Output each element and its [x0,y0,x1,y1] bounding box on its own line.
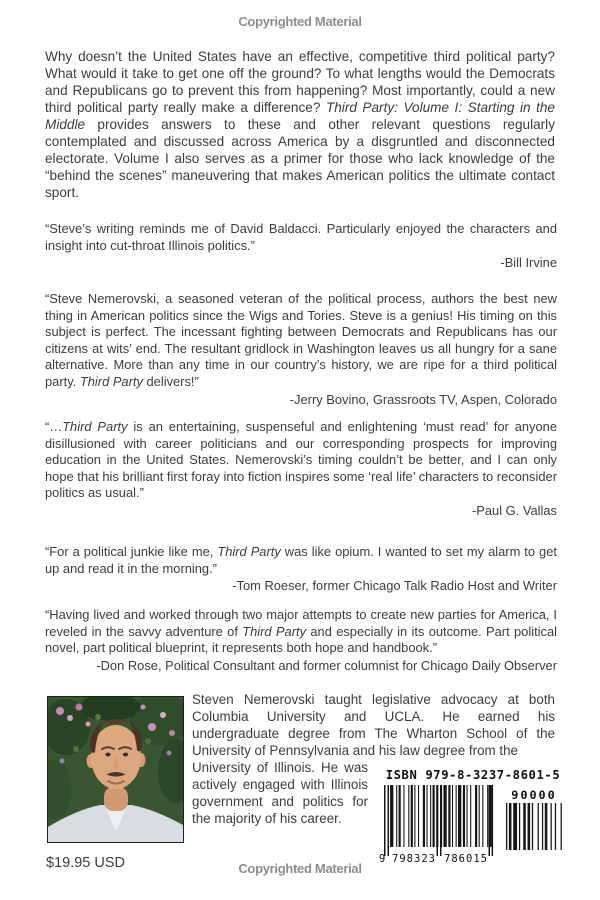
blurb-jerry-bovino [45,291,557,408]
copyright-notice-bottom: Copyrighted Material [238,861,362,876]
blurb-attribution: -Paul G. Vallas [471,502,557,518]
copyright-notice-top: Copyrighted Material [238,14,362,29]
author-bio-wide: Steven Nemerovski taught legislative advocacy at both Columbia University and UCLA. He earned his undergraduate degree from The Wharton School of the University of Pennsylvania and his law degree from the [192,692,555,758]
blurb-attribution: -Jerry Bovino, Grassroots TV, Aspen, Colorado [289,391,557,407]
author-bio-narrow: University of Illinois. He was actively engaged with Illinois government and politics for the majority of his career. [192,760,368,826]
barcode-graphic [378,763,568,869]
blurb-bill-irvine [45,221,557,272]
blurb-attribution: -Don Rose, Political Consultant and former columnist for Chicago Daily Observer [96,657,557,673]
author-photo [47,696,184,843]
price-label: $19.95 USD [46,855,125,871]
blurb-text: “…Third Party is an entertaining, suspenseful and enlightening ‘must read’ for anyone disillusioned with career politicians and our corresponding prospects for improving education in the United States. Nemerovski’s timing couldn’t be better, and I can only hope that his brilliant first foray into fiction inspires some ‘real life’ characters to reconsider politics as usual.” [45,419,558,501]
intro-paragraph: Why doesn’t the United States have an effective, competitive third political party? What would it take to get one off the ground? To what lengths would the Democrats and Republicans go to prevent this from happening? Most importantly, could a new third political party really make a difference? Third Party: Volume I: Starting in the Middle provides answers to these and other relevant questions regularly contemplated and discussed across America by a disgruntled and disconnected electorate. Volume I also serves as a primer for those who lack knowledge of the “behind the scenes” maneuvering that makes American politics the ultimate contact sport. [45,49,555,200]
supplement-bars [506,803,562,850]
blurb-don-rose [45,607,557,674]
blurb-paul-vallas [45,419,557,520]
ean13-bars [384,785,493,856]
supplement-code: 90000 [511,788,557,802]
blurb-text: “Steve Nemerovski, a seasoned veteran of the political process, authors the best new thing in American politics since the Wigs and Tories. Steve is a genius! His timing on this subject is perfect. The incessant fighting between Democrats and Republicans has our citizens at wits’ end. The resultant gridlock in Washington leaves us all hungry for a sane alternative. More than any time in our country’s history, we are ripe for a third political party. Third Party delivers!” [45,291,557,389]
blurb-attribution: -Tom Roeser, former Chicago Talk Radio Host and Writer [232,578,557,594]
author-portrait-illustration [48,697,183,842]
barcode-digit-group1: 798323 [392,853,436,865]
blurb-text: “Having lived and worked through two major attempts to create new parties for America, I reveled in the savvy adventure of Third Party and especially in its outcome. Part political novel, part political blueprint, it represents both hope and handbook.” [45,607,558,656]
isbn-label: ISBN 979-8-3237-8601-5 [385,768,561,782]
isbn-barcode [378,763,568,869]
blurb-text: “For a political junkie like me, Third Party was like opium. I wanted to set my alarm to get up and read it in the morning.” [45,544,557,576]
blurb-tom-roeser [45,544,557,595]
blurb-text: “Steve’s writing reminds me of David Baldacci. Particularly enjoyed the characters and insight into cut-throat Illinois politics.” [45,221,557,253]
barcode-digit-lead: 9 [379,853,387,865]
blurb-attribution: -Bill Irvine [500,255,557,271]
barcode-digit-group2: 786015 [444,853,488,865]
